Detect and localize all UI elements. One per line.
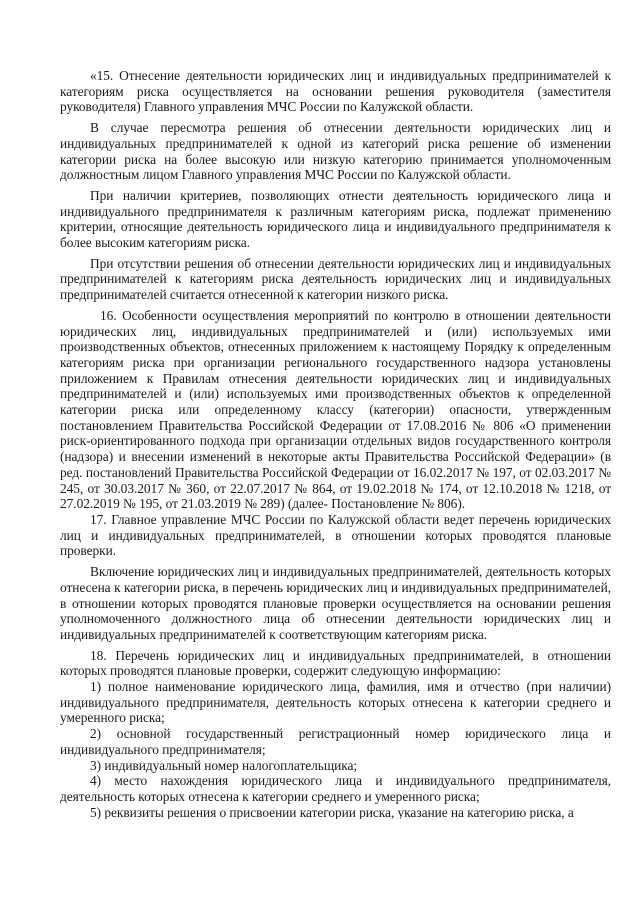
paragraph-revision: В случае пересмотра решения об отнесении деятельности юридических лиц и индивидуальных предпринимателей к одной из категорий риска решение об изменении категории риска на более высокую или низкую категорию принимается уполномоченным должностным лицом Главного управления МЧС России по Калужской области. [60,120,611,183]
paragraph-18: 18. Перечень юридических лиц и индивидуальных предпринимателей, в отношении которых проводятся плановые проверки, содержит следующую информацию: [60,647,611,679]
list-item-5: 5) реквизиты решения о присвоении категории риска, указание на категорию риска, а [90,804,574,819]
list-item-2: 2) основной государственный регистрационный номер юридического лица и индивидуального предпринимателя; [60,726,611,757]
list-item-3: 3) индивидуальный номер налогоплательщика; [90,757,358,773]
paragraph-criteria: При наличии критериев, позволяющих отнести деятельность юридического лица и индивидуального предпринимателя к различным категориям риска, подлежат применению критерии, относящие деятельность юридического лица и индивидуального предпринимателя к более высоким категориям риска. [60,187,611,251]
paragraph-15: «15. Отнесение деятельности юридических лиц и индивидуальных предпринимателей к категориям риска осуществляется на основании решения руководителя (заместителя руководителя) Главного управления МЧС России по Калужской области. [60,68,611,115]
paragraph-16: 16. Особенности осуществления мероприятий по контролю в отношении деятельности юридических лиц, индивидуальных предпринимателей и (или) используемых ими производственных объектов, отнесенных приложением к настоящему Порядку к определенным категориям риска при организации регионального государственного надзора установлены приложением к Правилам отнесения деятельности юридических лиц и индивидуальных предпринимателей и (или) используемых ими производственных объектов к определенной категории риска или определенному классу (категории) опасности, утвержденным постановлением Правительства Российской Федерации от 17.08.2016 № 806 «О применении риск-ориентированного подхода при организации отдельных видов государственного контроля (надзора) и внесении изменений в некоторые акты Правительства Российской Федерации» (в ред. постановлений Правительства Российской Федерации от 16.02.2017 № 197, от 02.03.2017 № 245, от 30.03.2017 № 360, от 22.07.2017 № 864, от 19.02.2018 № 174, от 12.10.2018 № 1218, от 27.02.2019 № 195, от 21.03.2019 № 289) (далее- Постановление № 806). [60,307,611,512]
paragraph-no-decision: При отсутствии решения об отнесении деятельности юридических лиц и индивидуальных предпринимателей к категориям риска деятельность юридических лиц и индивидуальных предпринимателей считается отнесенной к категории низкого риска. [60,255,611,303]
document-body [60,68,611,819]
paragraph-17: 17. Главное управление МЧС России по Калужской области ведет перечень юридических лиц и индивидуальных предпринимателей, в отношении которых проводятся плановые проверки. [60,511,611,559]
list-item-1: 1) полное наименование юридического лица, фамилия, имя и отчество (при наличии) индивидуального предпринимателя, деятельность которых отнесена к категории среднего и умеренного риска; [60,679,611,726]
list-item-4: 4) место нахождения юридического лица и индивидуального предпринимателя, деятельность которых отнесена к категории среднего и умеренного риска; [60,773,611,804]
paragraph-inclusion: Включение юридических лиц и индивидуальных предпринимателей, деятельность которых отнесена к категории риска, в перечень юридических лиц и индивидуальных предпринимателей, в отношении которых проводятся плановые проверки осуществляется на основании решения уполномоченного должностного лица об отнесении деятельности юридических лиц и индивидуальных предпринимателей к соответствующим категориям риска. [60,564,611,642]
